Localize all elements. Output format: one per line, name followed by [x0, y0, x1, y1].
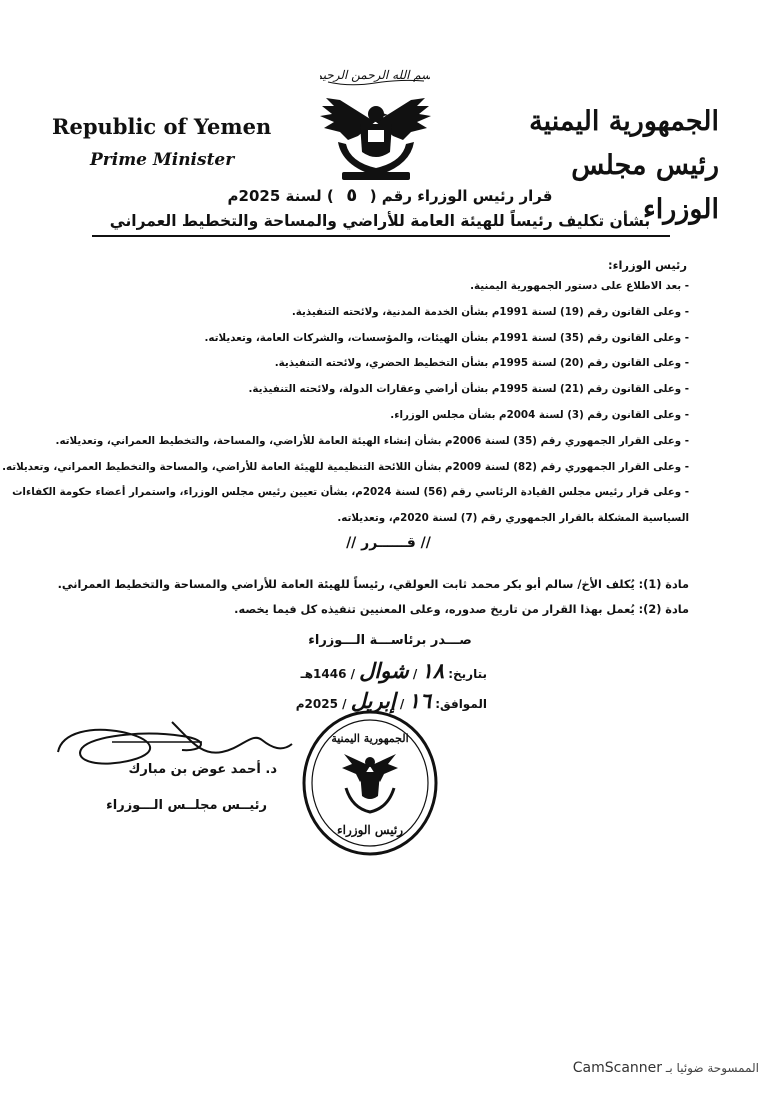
basmala: [320, 60, 430, 88]
office-name-english: Prime Minister: [90, 150, 235, 170]
article-label: مادة (1):: [638, 578, 689, 591]
hijri-day: ١٨: [421, 658, 445, 683]
hijri-date: بتاريخ: ١٨ / شوال / 1446هـ: [300, 658, 487, 683]
hijri-date-label: بتاريخ:: [448, 667, 487, 681]
gregorian-date-label: الموافق:: [435, 697, 487, 711]
office-name-arabic: رئيس مجلس الوزراء: [571, 150, 719, 225]
hijri-year: / 1446هـ: [300, 667, 355, 681]
article-text: يُكلف الأخ/ سالم أبو بكر محمد ثابت العولقي، رئيساً للهيئة العامة للأراضي والمساحة والتخطيط العمراني.: [57, 578, 639, 591]
recital-item: السياسية المشكلة بالقرار الجمهوري رقم (7) لسنة 2020م، وتعديلاته.: [337, 512, 689, 525]
articles: [9, 572, 689, 622]
scanner-watermark: [573, 1060, 759, 1076]
hijri-month: شوال: [359, 658, 409, 683]
decree-title: [150, 185, 630, 206]
recital-item: - بعد الاطلاع على دستور الجمهورية اليمنية.: [470, 280, 689, 292]
recital-item: - وعلى القانون رقم (20) لسنة 1995م بشأن التخطيط الحضري، ولائحته التنفيذية.: [274, 357, 689, 370]
gregorian-day: ١٦: [408, 688, 432, 713]
gregorian-month: إبريل: [350, 688, 396, 713]
scanned-label: الممسوحة ضوئيا بـ: [665, 1061, 759, 1075]
gregorian-year: / 2025م: [295, 697, 347, 711]
recital-item: - وعلى القانون رقم (19) لسنة 1991م بشأن الخدمة المدنية، ولائحته التنفيذية.: [291, 305, 689, 318]
preamble-label: رئيس الوزراء:: [607, 258, 687, 272]
article-label: مادة (2):: [638, 603, 689, 616]
decree-number: ٥: [346, 185, 358, 206]
signatory-title: رئيــس مجلــس الـــوزراء: [106, 798, 267, 813]
recital-item: - وعلى القرار الجمهوري رقم (35) لسنة 2006م بشأن إنشاء الهيئة العامة للأراضي، والمساحة، والتخطيط العمراني، وتعديلاته.: [55, 434, 689, 447]
decision-heading: // قــــــرر //: [346, 535, 431, 551]
article-2: [9, 597, 689, 622]
decree-title-suffix: ) لسنة 2025م: [227, 187, 334, 205]
country-name-english: Republic of Yemen: [52, 114, 272, 139]
recital-item: - وعلى القانون رقم (3) لسنة 2004م بشأن مجلس الوزراء.: [390, 408, 689, 421]
seal-bottom-text: رئيس الوزراء: [337, 823, 403, 837]
recitals-list: [2, 274, 689, 532]
svg-text:بسم الله الرحمن الرحيم: بسم الله الرحمن الرحيم: [320, 68, 430, 82]
seal-top-text: الجمهورية اليمنية: [331, 732, 409, 745]
scanner-brand: CamScanner: [572, 1060, 663, 1076]
recital-item: - وعلى القانون رقم (35) لسنة 1991م بشأن الهيئات، والمؤسسات، والشركات العامة، وتعديلاته.: [204, 331, 689, 344]
decree-title-prefix: قرار رئيس الوزراء رقم (: [369, 187, 553, 205]
recital-item: - وعلى القانون رقم (21) لسنة 1995م بشأن أراضي وعقارات الدولة، ولائحته التنفيذية.: [248, 383, 689, 396]
issuance-heading: صـــدر برئاســـة الـــوزراء: [308, 633, 472, 648]
country-name-arabic: الجمهورية اليمنية: [529, 106, 719, 137]
article-1: [9, 572, 689, 597]
gregorian-date: الموافق: ١٦ / إبريل / 2025م: [295, 688, 487, 713]
recital-item: - وعلى قرار رئيس مجلس القيادة الرئاسي رقم (56) لسنة 2024م، بشأن تعيين رئيس مجلس الوزراء، واستمرار أعضاء حكومة الكفاءات: [12, 486, 689, 499]
official-seal: [300, 708, 440, 858]
recital-item: - وعلى القرار الجمهوري رقم (82) لسنة 2009م بشأن اللائحة التنظيمية للهيئة العامة للأراضي، والمساحة والتخطيط العمراني، وتعديلاته.: [2, 460, 689, 473]
eagle-emblem-icon: [318, 92, 433, 184]
seal-emblem-icon: [342, 754, 398, 812]
subject-underline: [92, 235, 670, 237]
article-text: يُعمل بهذا القرار من تاريخ صدوره، وعلى المعنيين تنفيذه كل فيما يخصه.: [234, 603, 639, 616]
signatory-name: د. أحمد عوض بن مبارك: [128, 762, 277, 777]
decree-subject: بشأن تكليف رئيساً للهيئة العامة للأراضي والمساحة والتخطيط العمراني: [109, 212, 651, 230]
